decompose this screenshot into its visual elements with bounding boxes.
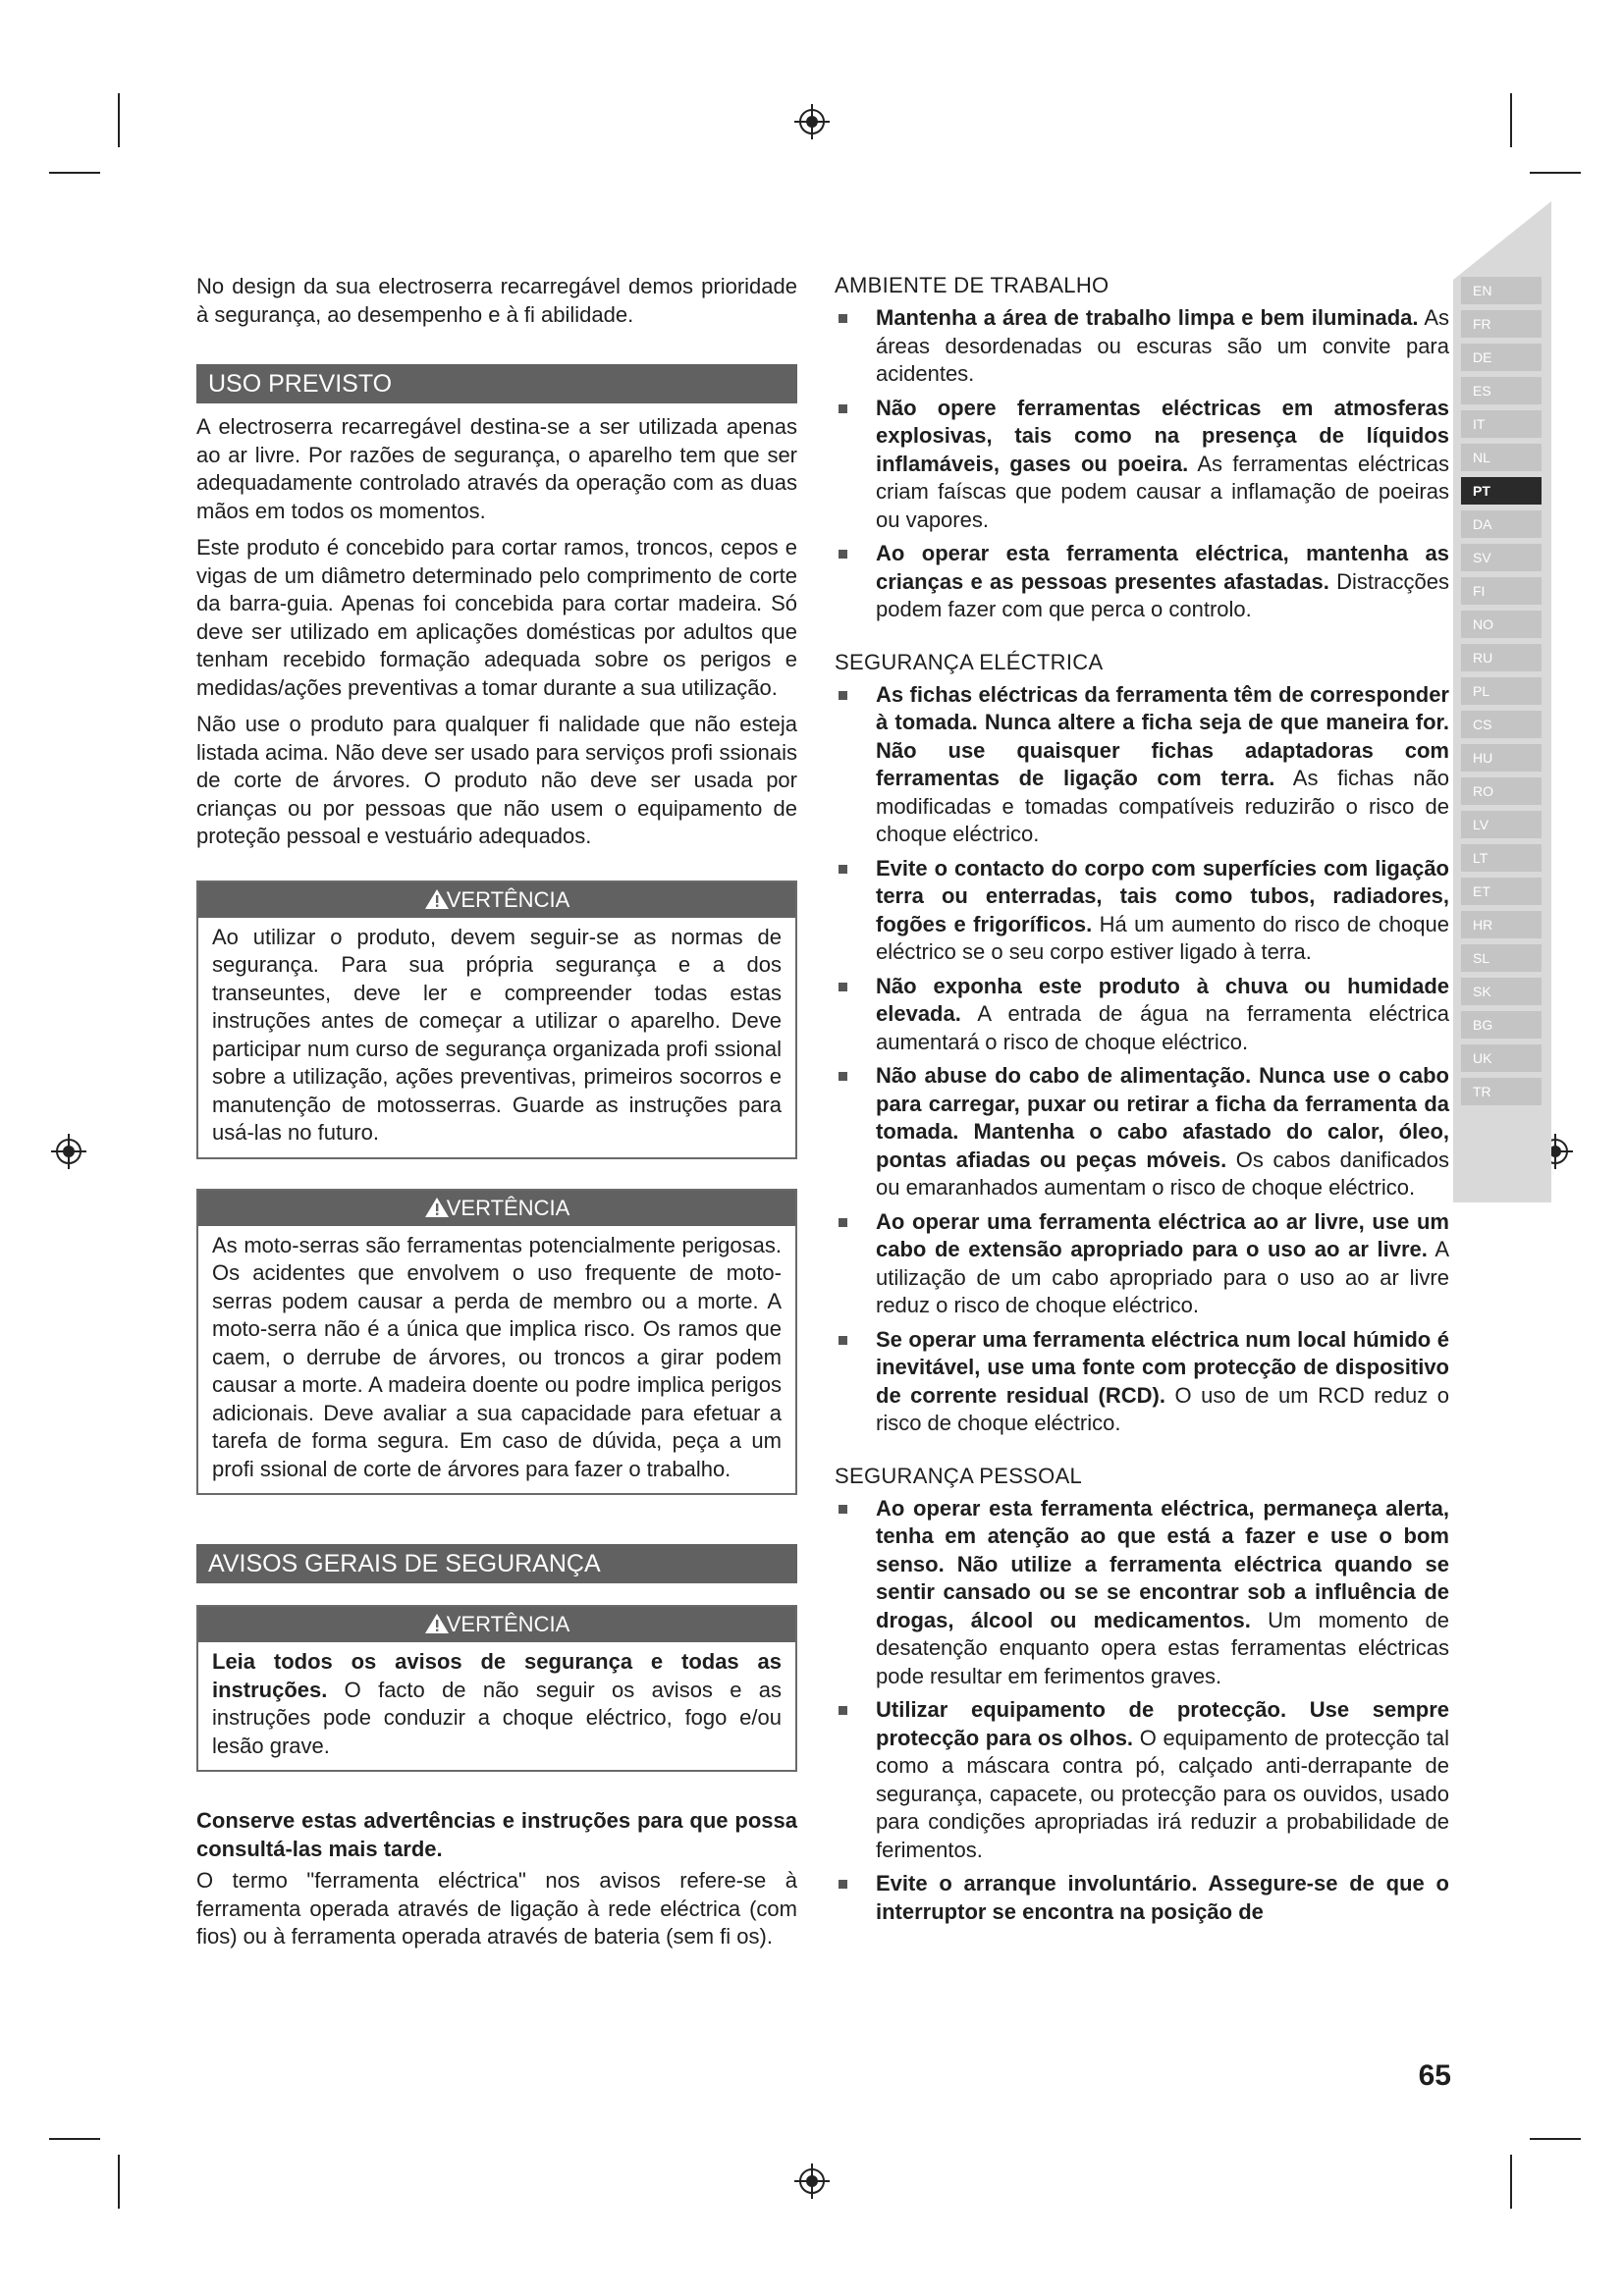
bullet-square-icon (839, 691, 847, 700)
language-tab-da[interactable]: DA (1461, 510, 1542, 538)
list-item: Ao operar esta ferramenta eléctrica, permaneça alerta, tenha em atenção ao que está a fazer e use o bom senso. Não utilize a ferramenta eléctrica quando se sentir cansado ou se se encontrar sob a influência de drogas, álcool ou medicamentos. Um momento de desatenção enquanto opera estas ferramentas eléctricas pode resultar em ferimentos graves. (835, 1495, 1449, 1691)
language-tab-tr[interactable]: TR (1461, 1078, 1542, 1105)
uso-previsto-paragraph: Este produto é concebido para cortar ramos, troncos, cepos e vigas de um diâmetro determinado pelo comprimento de corte da barra-guia. Apenas foi concebida para cortar madeira. Só deve ser utilizado em aplicações domésticas por adultos que tenham recebido formação adequada sobre os perigos e medidas/ações preventivas a tomar durante a sua utilização. (196, 535, 797, 700)
language-tab-en[interactable]: EN (1461, 277, 1542, 304)
language-tab-et[interactable]: ET (1461, 878, 1542, 905)
crop-mark (118, 93, 120, 147)
language-tab-ru[interactable]: RU (1461, 644, 1542, 671)
list-item: Se operar uma ferramenta eléctrica num local húmido é inevitável, use uma fonte com protecção de dispositivo de corrente residual (RCD). O uso de um RCD reduz o risco de choque eléctrico. (835, 1326, 1449, 1438)
language-tab-hr[interactable]: HR (1461, 911, 1542, 938)
warning-header (198, 1191, 795, 1226)
language-tab-bg[interactable]: BG (1461, 1011, 1542, 1039)
language-tab-hu[interactable]: HU (1461, 744, 1542, 772)
list-item: Não exponha este produto à chuva ou humidade elevada. A entrada de água na ferramenta eléctrica aumentará o risco de choque eléctrico. (835, 973, 1449, 1057)
list-item: Evite o contacto do corpo com superfícies com ligação terra ou enterradas, tais como tubos, radiadores, fogões e frigoríficos. Há um aumento do risco de choque eléctrico se o seu corpo estiver ligado à terra. (835, 855, 1449, 967)
bullet-square-icon (839, 1072, 847, 1081)
language-tab-de[interactable]: DE (1461, 344, 1542, 371)
list-item: Ao operar esta ferramenta eléctrica, mantenha as crianças e as pessoas presentes afastadas. Distracções podem fazer com que perca o controlo. (835, 540, 1449, 624)
subheading-seguranca-electrica: SEGURANÇA ELÉCTRICA (835, 649, 1104, 674)
registration-mark-icon (794, 2163, 830, 2199)
language-tab-lv[interactable]: LV (1461, 811, 1542, 838)
language-tab-fr[interactable]: FR (1461, 310, 1542, 338)
warning-text: As moto-serras são ferramentas potencialmente perigosas. Os acidentes que envolvem o uso frequente de moto-serras podem causar a perda de membro ou a morte. A moto-serra não é a única que implica risco. Os ramos que caem, o derrube de árvores, ou troncos a girar podem causar a morte. A madeira doente ou podre implica perigos adicionais. Deve avaliar a sua capacidade para efetuar a tarefa de forma segura. Em caso de dúvida, peça a um profi ssional de corte de árvores para fazer o trabalho. (212, 1232, 782, 1481)
warning-header (198, 882, 795, 918)
bullet-square-icon (839, 550, 847, 559)
warning-text: Ao utilizar o produto, devem seguir-se as normas de segurança. Para sua própria segurança e a dos transeuntes, deve ler e compreender todas estas instruções antes de começar a utilizar o aparelho. Deve participar num curso de segurança organizada profi ssional sobre a utilização, ações preventivas, primeiros socorros e manutenção de motosserras. Guarde as instruções para usá-las no futuro. (212, 924, 782, 1145)
bullet-square-icon (839, 865, 847, 874)
list-item: Evite o arranque involuntário. Assegure-se de que o interruptor se encontra na posição de (835, 1870, 1449, 1926)
crop-mark (49, 2138, 100, 2140)
list-item: As fichas eléctricas da ferramenta têm de corresponder à tomada. Nunca altere a ficha seja de que maneira for. Não use quaisquer fichas adaptadoras com ferramentas de ligação com terra. As fichas não modificadas e tomadas compatíveis reduzirão o risco de choque eléctrico. (835, 681, 1449, 849)
language-tab-sv[interactable]: SV (1461, 544, 1542, 571)
bullet-square-icon (839, 314, 847, 323)
registration-mark-icon (794, 104, 830, 139)
crop-mark (1530, 172, 1581, 174)
bullet-square-icon (839, 1336, 847, 1345)
term-definition-text: O termo "ferramenta eléctrica" nos avisos refere-se à ferramenta operada através de ligação à rede eléctrica (com fios) ou à ferramenta operada através de bateria (sem fi os). (196, 1868, 797, 1949)
bullet-square-icon (839, 1218, 847, 1227)
bullet-list-ambiente (835, 304, 1449, 624)
language-tab-es[interactable]: ES (1461, 377, 1542, 404)
language-tab-pt[interactable]: PT (1461, 477, 1542, 505)
section-header-uso-previsto: USO PREVISTO (196, 364, 797, 403)
language-tab-strip (1453, 201, 1551, 1202)
warning-title: VERTÊNCIA (446, 1195, 570, 1220)
subheading-seguranca-pessoal: SEGURANÇA PESSOAL (835, 1463, 1083, 1488)
warning-text-bold: Leia todos os avisos de segurança e todas as instruções. (212, 1649, 782, 1702)
warning-box (196, 1605, 797, 1772)
language-tab-fi[interactable]: FI (1461, 577, 1542, 605)
crop-mark (1510, 2155, 1512, 2209)
bullet-square-icon (839, 983, 847, 991)
list-item: Utilizar equipamento de protecção. Use sempre protecção para os olhos. O equipamento de protecção tal como a máscara contra pó, calçado anti-derrapante de segurança, capacete, ou protecção para os ouvidos, usado para condições apropriadas irá reduzir a probabilidade de ferimentos. (835, 1696, 1449, 1864)
crop-mark (1530, 2138, 1581, 2140)
crop-mark (1510, 93, 1512, 147)
list-item: Ao operar uma ferramenta eléctrica ao ar livre, use um cabo de extensão apropriado para o uso ao ar livre. A utilização de um cabo apropriado para o uso ao ar livre reduz o risco de choque eléctrico. (835, 1208, 1449, 1320)
bullet-square-icon (839, 404, 847, 413)
bullet-square-icon (839, 1706, 847, 1715)
warning-title: VERTÊNCIA (446, 1612, 570, 1636)
uso-previsto-paragraph: Não use o produto para qualquer fi nalidade que não esteja listada acima. Não deve ser usado para serviços profi ssionais de corte de árvores. O produto não deve ser usada por crianças ou por pessoas que não usem o equipamento de proteção pessoal e vestuário adequados. (196, 712, 797, 848)
language-tab-list (1461, 277, 1542, 1111)
language-tab-nl[interactable]: NL (1461, 444, 1542, 471)
closing-block (196, 1807, 797, 1951)
warning-box (196, 881, 797, 1159)
language-tab-uk[interactable]: UK (1461, 1044, 1542, 1072)
bullet-square-icon (839, 1505, 847, 1514)
bullet-square-icon (839, 1880, 847, 1889)
right-column (835, 273, 1449, 1932)
warning-text (212, 1648, 782, 1760)
bullet-list-seguranca-electrica (835, 681, 1449, 1438)
uso-previsto-paragraph: A electroserra recarregável destina-se a ser utilizada apenas ao ar livre. Por razões de segurança, o aparelho tem que ser adequadamente controlado através da operação com as duas mãos em todos os momentos. (196, 414, 797, 523)
page-number: 65 (1418, 2059, 1451, 2092)
language-tab-lt[interactable]: LT (1461, 844, 1542, 872)
language-tab-it[interactable]: IT (1461, 410, 1542, 438)
keep-instructions-text: Conserve estas advertências e instruções para que possa consultá-las mais tarde. (196, 1808, 797, 1861)
subheading-ambiente: AMBIENTE DE TRABALHO (835, 273, 1110, 297)
language-tab-ro[interactable]: RO (1461, 777, 1542, 805)
language-tab-sl[interactable]: SL (1461, 944, 1542, 972)
language-tab-cs[interactable]: CS (1461, 711, 1542, 738)
list-item: Não abuse do cabo de alimentação. Nunca use o cabo para carregar, puxar ou retirar a ficha da ferramenta da tomada. Mantenha o cabo afastado do calor, óleo, pontas afiadas ou peças móveis. Os cabos danificados ou emaranhados aumentam o risco de choque eléctrico. (835, 1062, 1449, 1202)
intro-paragraph: No design da sua electroserra recarregável demos prioridade à segurança, ao desempenho e à fi abilidade. (196, 274, 797, 327)
warning-text-normal: O facto de não seguir os avisos e as instruções pode conduzir a choque eléctrico, fogo e/ou lesão grave. (212, 1677, 782, 1758)
language-tab-no[interactable]: NO (1461, 611, 1542, 638)
section-header-avisos-gerais: AVISOS GERAIS DE SEGURANÇA (196, 1544, 797, 1583)
list-item: Não opere ferramentas eléctricas em atmosferas explosivas, tais como na presença de líquidos inflamáveis, gases ou poeira. As ferramentas eléctricas criam faíscas que podem causar a inflamação de poeiras ou vapores. (835, 395, 1449, 535)
crop-mark (118, 2155, 120, 2209)
crop-mark (49, 172, 100, 174)
bullet-list-seguranca-pessoal (835, 1495, 1449, 1927)
list-item: Mantenha a área de trabalho limpa e bem iluminada. As áreas desordenadas ou escuras são um convite para acidentes. (835, 304, 1449, 389)
left-column (196, 273, 797, 1951)
warning-header (198, 1607, 795, 1642)
warning-box (196, 1189, 797, 1496)
registration-mark-icon (51, 1134, 86, 1169)
warning-title: VERTÊNCIA (446, 886, 570, 912)
language-tab-pl[interactable]: PL (1461, 677, 1542, 705)
language-tab-sk[interactable]: SK (1461, 978, 1542, 1005)
